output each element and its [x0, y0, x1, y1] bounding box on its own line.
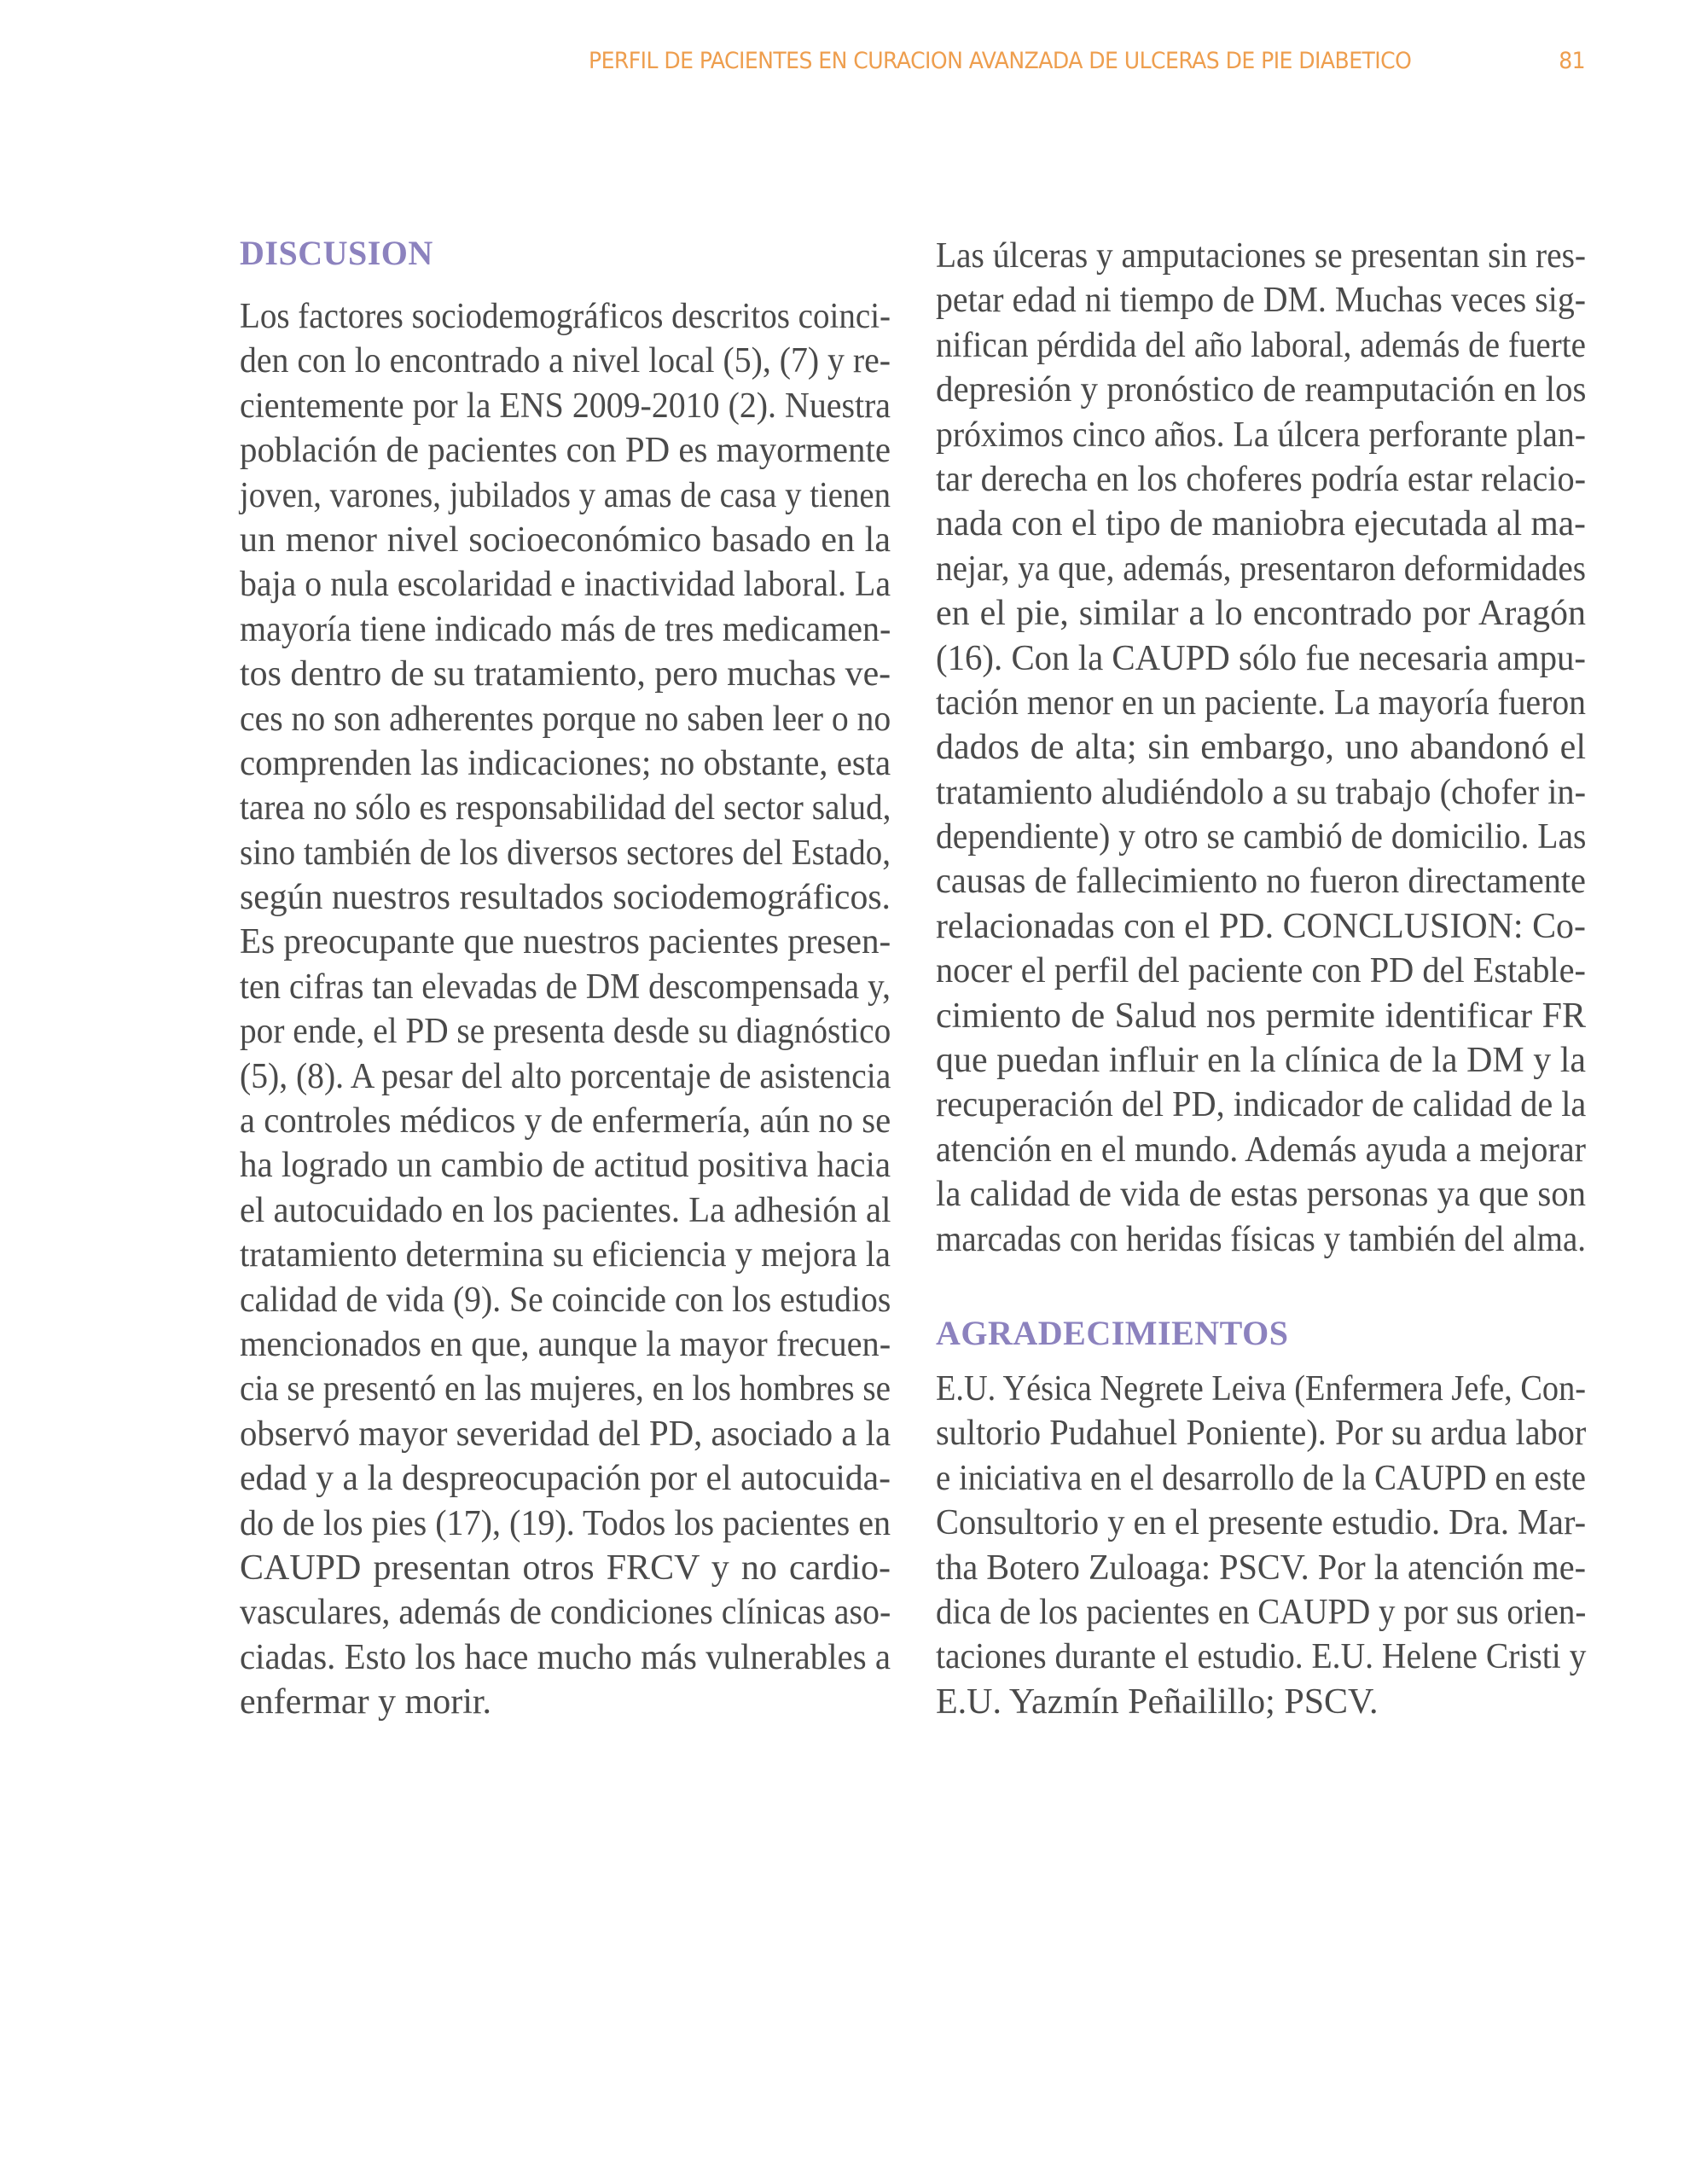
text-line: tarea no sólo es responsabilidad del sector salud,	[240, 788, 891, 828]
text-line: tar derecha en los choferes podría estar relacio-	[936, 459, 1587, 499]
text-line: nocer el perfil del paciente con PD del Estable-	[936, 951, 1586, 991]
text-line: tos dentro de su tratamiento, pero muchas ve-	[240, 654, 891, 694]
text-line: marcadas con heridas físicas y también del alma.	[936, 1219, 1587, 1259]
text-line: baja o nula escolaridad e inactividad laboral. La	[240, 565, 891, 605]
text-line: Las úlceras y amputaciones se presentan sin res-	[936, 236, 1586, 276]
agradecimientos-paragraph	[936, 1367, 1586, 1724]
text-line: e iniciativa en el desarrollo de la CAUPD en este	[936, 1458, 1586, 1498]
text-line: ten cifras tan elevadas de DM descompensada y,	[240, 967, 891, 1007]
text-line: dica de los pacientes en CAUPD y por sus orien-	[936, 1592, 1587, 1632]
text-line: nejar, ya que, además, presentaron deformidades	[936, 549, 1586, 589]
text-line: cientemente por la ENS 2009-2010 (2). Nuestra	[240, 386, 891, 426]
text-line: enfermar y morir.	[240, 1682, 492, 1722]
text-line: según nuestros resultados sociodemográficos.	[240, 878, 891, 918]
running-head-title: PERFIL DE PACIENTES EN CURACION AVANZADA DE ULCERAS DE PIE DIABETICO	[589, 48, 1412, 74]
text-line: tación menor en un paciente. La mayoría fueron	[936, 682, 1586, 723]
page-number: 81	[1559, 48, 1586, 74]
text-line: do de los pies (17), (19). Todos los pacientes en	[240, 1503, 891, 1543]
text-line: Los factores sociodemográficos descritos coinci-	[240, 297, 891, 336]
text-line: ces no son adherentes porque no saben leer o no	[240, 699, 891, 739]
text-line: E.U. Yésica Negrete Leiva (Enfermera Jefe, Con-	[936, 1369, 1586, 1409]
text-line: taciones durante el estudio. E.U. Helene Cristi y	[936, 1637, 1587, 1677]
text-line: sino también de los diversos sectores del Estado,	[240, 833, 891, 873]
text-line: nifican pérdida del año laboral, además de fuerte	[936, 325, 1586, 365]
text-line: vasculares, además de condiciones clínicas aso-	[240, 1593, 891, 1633]
text-line: causas de fallecimiento no fueron directamente	[936, 862, 1586, 902]
text-line: mayoría tiene indicado más de tres medicamen-	[240, 609, 891, 649]
text-line: próximos cinco años. La úlcera perforante plan-	[936, 415, 1586, 455]
text-line: tratamiento aludiéndolo a su trabajo (chofer in-	[936, 772, 1587, 812]
text-line: sultorio Pudahuel Poniente). Por su ardua labor	[936, 1414, 1587, 1454]
text-line: cimiento de Salud nos permite identificar FR	[936, 996, 1586, 1036]
text-line: edad y a la despreocupación por el autocuida-	[240, 1459, 891, 1499]
text-line: por ende, el PD se presenta desde su diagnóstico	[240, 1012, 891, 1052]
text-line: cia se presentó en las mujeres, en los hombres se	[240, 1369, 891, 1409]
text-line: recuperación del PD, indicador de calidad de la	[936, 1085, 1587, 1125]
running-head	[589, 48, 1586, 78]
text-line: Consultorio y en el presente estudio. Dra. Mar-	[936, 1503, 1587, 1543]
text-line: atención en el mundo. Además ayuda a mejorar	[936, 1130, 1586, 1170]
text-line: (16). Con la CAUPD sólo fue necesaria ampu-	[936, 638, 1586, 678]
text-line: dependiente) y otro se cambió de domicilio. Las	[936, 817, 1587, 857]
text-line: joven, varones, jubilados y amas de casa y tienen	[240, 475, 891, 515]
text-line: que puedan influir en la clínica de la DM y la	[936, 1041, 1586, 1081]
section-heading-discusion: DISCUSION	[240, 234, 433, 272]
text-line: (5), (8). A pesar del alto porcentaje de asistencia	[240, 1056, 891, 1096]
text-line: depresión y pronóstico de reamputación en los	[936, 370, 1587, 410]
text-line: dados de alta; sin embargo, uno abandonó el	[936, 728, 1586, 768]
text-line: CAUPD presentan otros FRCV y no cardio-	[240, 1548, 891, 1588]
text-line: mencionados en que, aunque la mayor frecuen-	[240, 1324, 891, 1364]
discusion-paragraph	[240, 294, 891, 1725]
section-heading-agradecimientos: AGRADECIMIENTOS	[936, 1314, 1289, 1352]
discusion-continued-paragraph	[936, 234, 1586, 1262]
text-line: comprenden las indicaciones; no obstante, esta	[240, 743, 891, 783]
text-line: Es preocupante que nuestros pacientes presen-	[240, 922, 891, 962]
text-line: ciadas. Esto los hace mucho más vulnerables a	[240, 1637, 891, 1677]
text-line: la calidad de vida de estas personas ya que son	[936, 1175, 1586, 1215]
text-line: observó mayor severidad del PD, asociado a la	[240, 1414, 891, 1454]
text-line: E.U. Yazmín Peñailillo; PSCV.	[936, 1682, 1379, 1722]
text-line: petar edad ni tiempo de DM. Muchas veces sig-	[936, 281, 1586, 321]
text-line: den con lo encontrado a nivel local (5), (7) y re-	[240, 341, 891, 381]
text-line: relacionadas con el PD. CONCLUSION: Co-	[936, 906, 1586, 946]
text-line: calidad de vida (9). Se coincide con los estudios	[240, 1280, 891, 1320]
text-line: tratamiento determina su eficiencia y mejora la	[240, 1235, 891, 1275]
text-line: ha logrado un cambio de actitud positiva hacia	[240, 1146, 891, 1186]
text-line: en el pie, similar a lo encontrado por Aragón	[936, 594, 1586, 634]
text-line: un menor nivel socioeconómico basado en la	[240, 520, 891, 560]
text-line: tha Botero Zuloaga: PSCV. Por la atención me-	[936, 1548, 1586, 1588]
text-line: a controles médicos y de enfermería, aún no se	[240, 1101, 891, 1141]
text-line: población de pacientes con PD es mayormente	[240, 431, 891, 471]
text-line: el autocuidado en los pacientes. La adhesión al	[240, 1190, 891, 1230]
text-line: nada con el tipo de maniobra ejecutada al ma-	[936, 504, 1586, 544]
